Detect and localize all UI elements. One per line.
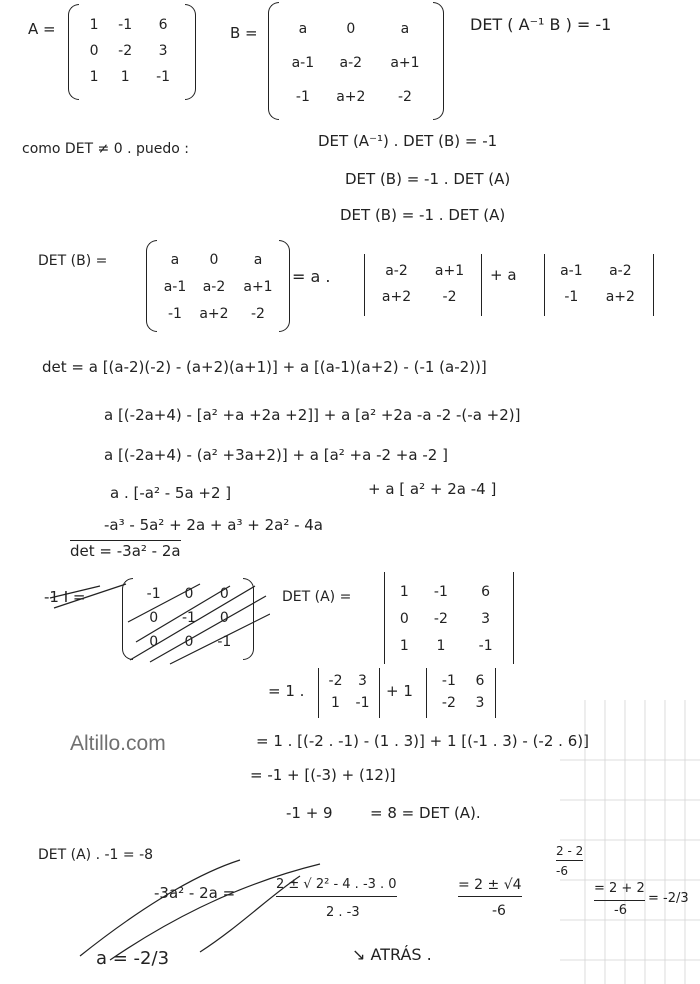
det-b-minor-1-grid: a-2 a+1 a+2 -2	[381, 263, 465, 305]
det-a-minor-2	[426, 668, 496, 718]
top-right-numerator: 2 - 2	[556, 842, 583, 861]
det-b-minor-2	[544, 254, 654, 316]
det-b-matrix-grid: a 0 a a-1 a-2 a+1 -1 a+2 -2	[163, 251, 273, 322]
final-note: ↘ ATRÁS .	[352, 945, 432, 964]
quadratic-numerator: 2 ± √ 2² - 4 . -3 . 0	[276, 876, 397, 897]
reasoning-line-1: DET (A⁻¹) . DET (B) = -1	[318, 132, 498, 150]
matrix-b-grid: a 0 a a-1 a-2 a+1 -1 a+2 -2	[291, 21, 420, 105]
det-b-minor-2-grid: a-1 a-2 -1 a+2	[560, 263, 635, 305]
det-a-minor-1	[318, 668, 380, 718]
det-b-matrix	[146, 240, 290, 332]
quadratic-denominator: 2 . -3	[326, 905, 360, 920]
algebra-line-2: a [(-2a+4) - [a² +a +2a +2]] + a [a² +2a -a -2 -(-a +2)]	[104, 406, 521, 424]
algebra-line-5: + a [ a² + 2a -4 ]	[368, 480, 497, 498]
det-b-result: det = -3a² - 2a	[70, 542, 181, 560]
matrix-b-label: B =	[230, 24, 258, 42]
det-a-step-3: -1 + 9	[286, 804, 333, 822]
given-determinant: DET ( A⁻¹ B ) = -1	[470, 15, 612, 34]
algebra-line-4: a . [-a² - 5a +2 ]	[110, 484, 232, 502]
det-a-step-1: = 1 . [(-2 . -1) - (1 . 3)] + 1 [(-1 . 3) - (-2 . 6)]	[256, 732, 589, 750]
det-a-label: DET (A) =	[282, 589, 352, 605]
top-right-denominator: -6	[556, 864, 568, 878]
quadratic-lhs: -3a² - 2a =	[154, 884, 236, 902]
matrix-a	[68, 4, 196, 100]
reasoning-line-2: DET (B) = -1 . DET (A)	[345, 170, 511, 188]
step-two-numerator: = 2 ± √4	[458, 876, 522, 897]
final-answer: a = -2/3	[96, 948, 170, 969]
det-a-matrix-grid: 1 -1 6 0 -2 3 1 1 -1	[399, 583, 493, 654]
det-b-minor-1	[364, 254, 482, 316]
step-two-denominator: -6	[492, 903, 506, 919]
identity-label: -1 I =	[44, 588, 86, 606]
det-b-label: DET (B) =	[38, 253, 108, 269]
algebra-line-6: -a³ - 5a² + 2a + a³ + 2a² - 4a	[104, 516, 324, 534]
step-three-numerator: = 2 + 2	[594, 880, 645, 901]
det-b-plus-term: + a	[490, 266, 517, 284]
reasoning-line-3: DET (B) = -1 . DET (A)	[340, 206, 506, 224]
step-three-denominator: -6	[614, 903, 627, 918]
final-equation: DET (A) . -1 = -8	[38, 847, 154, 863]
reasoning-condition: como DET ≠ 0 . puedo :	[22, 141, 189, 157]
det-a-minor-2-grid: -1 6 -2 3	[441, 673, 485, 711]
matrix-b	[268, 2, 444, 120]
det-b-expansion-eq: = a .	[292, 267, 331, 286]
det-a-step-2: = -1 + [(-3) + (12)]	[250, 766, 396, 784]
step-three-result: = -2/3	[648, 891, 689, 906]
identity-scratch-grid: -1 0 0 0 -1 0 0 0 -1	[146, 586, 232, 650]
det-a-result: = 8 = DET (A).	[370, 804, 481, 822]
watermark: Altillo.com	[70, 732, 166, 755]
det-a-plus-term: + 1	[386, 682, 413, 700]
det-a-expansion-prefix: = 1 .	[268, 682, 305, 700]
algebra-line-1: det = a [(a-2)(-2) - (a+2)(a+1)] + a [(a-1)(a+2) - (-1 (a-2))]	[42, 358, 487, 376]
algebra-line-3: a [(-2a+4) - (a² +3a+2)] + a [a² +a -2 +a -2 ]	[104, 446, 448, 464]
det-a-minor-1-grid: -2 3 1 -1	[328, 673, 370, 711]
det-a-matrix	[384, 572, 514, 664]
matrix-a-label: A =	[28, 20, 56, 38]
scratch-out-marks	[40, 578, 270, 668]
matrix-a-grid: 1 -1 6 0 -2 3 1 1 -1	[89, 17, 171, 85]
